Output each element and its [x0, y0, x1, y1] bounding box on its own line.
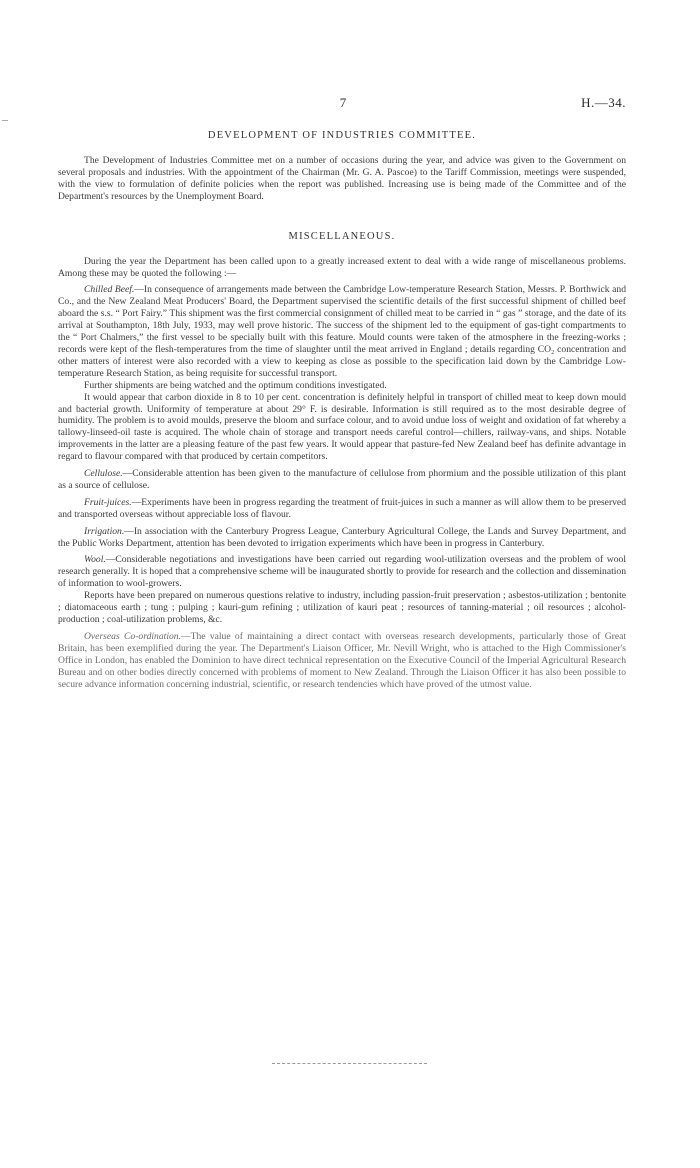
margin-mark	[2, 120, 8, 121]
paragraph-wool	[58, 554, 626, 590]
paragraph-text: Further shipments are being watched and the optimum conditions investigated.	[84, 379, 387, 391]
paragraph-lead: Chilled Beef.	[84, 284, 135, 296]
paragraph-lead: Irrigation.	[84, 525, 125, 537]
page-header	[60, 95, 626, 111]
paragraph-irrigation	[58, 526, 626, 550]
paragraph-text: It would appear that carbon dioxide in 8 to 10 per cent. concentration is definitely helpful in transport of chilled meat to keep down mould and bacterial growth. Uniformity of temperature at about 29° F. is desirable. Information is still required as to the most desirable degree of humidity. The problem is to avoid moulds, preserve the bloom and surface colour, and to avoid undue loss of weight and oxidation of fat whereby a tallowy-linseed-oil taste is acquired. The whole chain of storage and transport needs careful control—chillers, railway-vans, and ships. Notable improvements in the latter are a pleasing feature of the past few years. It would appear that pasture-fed New Zealand beef has definite advantage in regard to flavour compared with that produced by certain competitors.	[58, 391, 626, 463]
section-heading-development: DEVELOPMENT OF INDUSTRIES COMMITTEE.	[207, 130, 477, 141]
paragraph-lead: Wool.	[84, 554, 106, 566]
paragraph-lead: Fruit-juices.	[84, 496, 132, 508]
paragraph	[58, 256, 626, 280]
paragraph-text: —In association with the Canterbury Progress League, Canterbury Agricultural College, the Lands and Survey Department, and the Public Works Department, attention has been devoted to irrigation experiments which have been in progress in Canterbury.	[58, 525, 626, 549]
paragraph	[58, 380, 626, 392]
page-number: 7	[339, 95, 347, 110]
paragraph-text: During the year the Department has been called upon to a greatly increased extent to deal with a wide range of miscellaneous problems. Among these may be quoted the following :—	[58, 255, 626, 279]
paragraph-reports	[58, 590, 626, 626]
page-body	[58, 130, 626, 690]
section-heading-miscellaneous: MISCELLANEOUS.	[288, 230, 396, 242]
paragraph-lead: Overseas Co-ordination.	[84, 630, 181, 642]
paragraph-cellulose	[58, 468, 626, 492]
closing-rule	[272, 1063, 427, 1064]
paragraph-text: —Considerable negotiations and investigations have been carried out regarding wool-utilization overseas and the problem of wool research generally. It is hoped that a comprehensive scheme will be inaugurated shortly to provide for research and the collection and dissemination of information to wool-growers.	[58, 554, 626, 590]
paragraph-text: —Experiments have been in progress regarding the treatment of fruit-juices in such a manner as will allow them to be preserved and transported overseas without appreciable loss of flavour.	[58, 496, 626, 520]
paragraph-overseas-coordination	[58, 631, 626, 691]
paragraph-text: —Considerable attention has been given to the manufacture of cellulose from phormium and the possible utilization of this plant as a source of cellulose.	[58, 468, 626, 491]
paragraph-chilled-beef	[58, 284, 626, 379]
paragraph-fruit-juices	[58, 497, 626, 521]
paragraph-text: —In consequence of arrangements made between the Cambridge Low-temperature Research Station, Messrs. P. Borthwick and Co., and the New Zealand Meat Producers' Board, the Department supervised the scientific details of the first successful shipment of chilled beef aboard the s.s. “ Port Fairy.” This shipment was the first commercial consignment of chilled meat to be carried in “ gas ” storage, and the date of its arrival at Southampton, 18th July, 1933, may well prove historic. The success of the shipment led to the equipment of gas-tight compartments to the “ Port Chalmers,” the first vessel to be specially built with this feature. Mould counts were taken of the atmosphere in the freezing-works ; records were kept of the flesh-temperatures from the time of slaughter until the meat arrived in England ; details regarding CO₂ concentration and other matters of interest were also recorded with a view to keeping as close as possible to the specification laid down by the Cambridge Low-temperature Research Station, as being requisite for successful transport.	[58, 284, 626, 379]
paragraph	[58, 392, 626, 463]
paragraph-lead: Cellulose.	[84, 468, 123, 480]
paragraph-text: The Development of Industries Committee met on a number of occasions during the year, and advice was given to the Government on several proposals and industries. With the appointment of the Chairman (Mr. G. A. Pascoe) to the Tariff Commission, meetings were suspended, with the view to formulation of definite policies when the report was published. Increasing use is being made of the Committee and of the Department's resources by the Unemployment Board.	[58, 155, 626, 202]
document-reference: H.—34.	[581, 95, 626, 110]
paragraph-text: —The value of maintaining a direct contact with overseas research developments, particularly those of Great Britain, has been exemplified during the year. The Department's Liaison Officer, Mr. Nevill Wright, who is attached to the High Commissioner's Office in London, has enabled the Dominion to have direct technical representation on the Executive Council of the Imperial Agricultural Research Bureau and on other bodies directly concerned with problems of moment to New Zealand. Through the Liaison Officer it has also been possible to secure advance information concerning industrial, scientific, or research tendencies which have proved of the utmost value.	[58, 630, 627, 690]
paragraph-text: Reports have been prepared on numerous questions relative to industry, including passion-fruit preservation ; asbestos-utilization ; bentonite ; diatomaceous earth ; tung ; pulping ; kauri-gum refining ; utilization of kauri peat ; resources of tanning-material ; oil resources ; alcohol-production ; coal-utilization problems, &c.	[58, 590, 626, 625]
paragraph	[58, 155, 626, 203]
